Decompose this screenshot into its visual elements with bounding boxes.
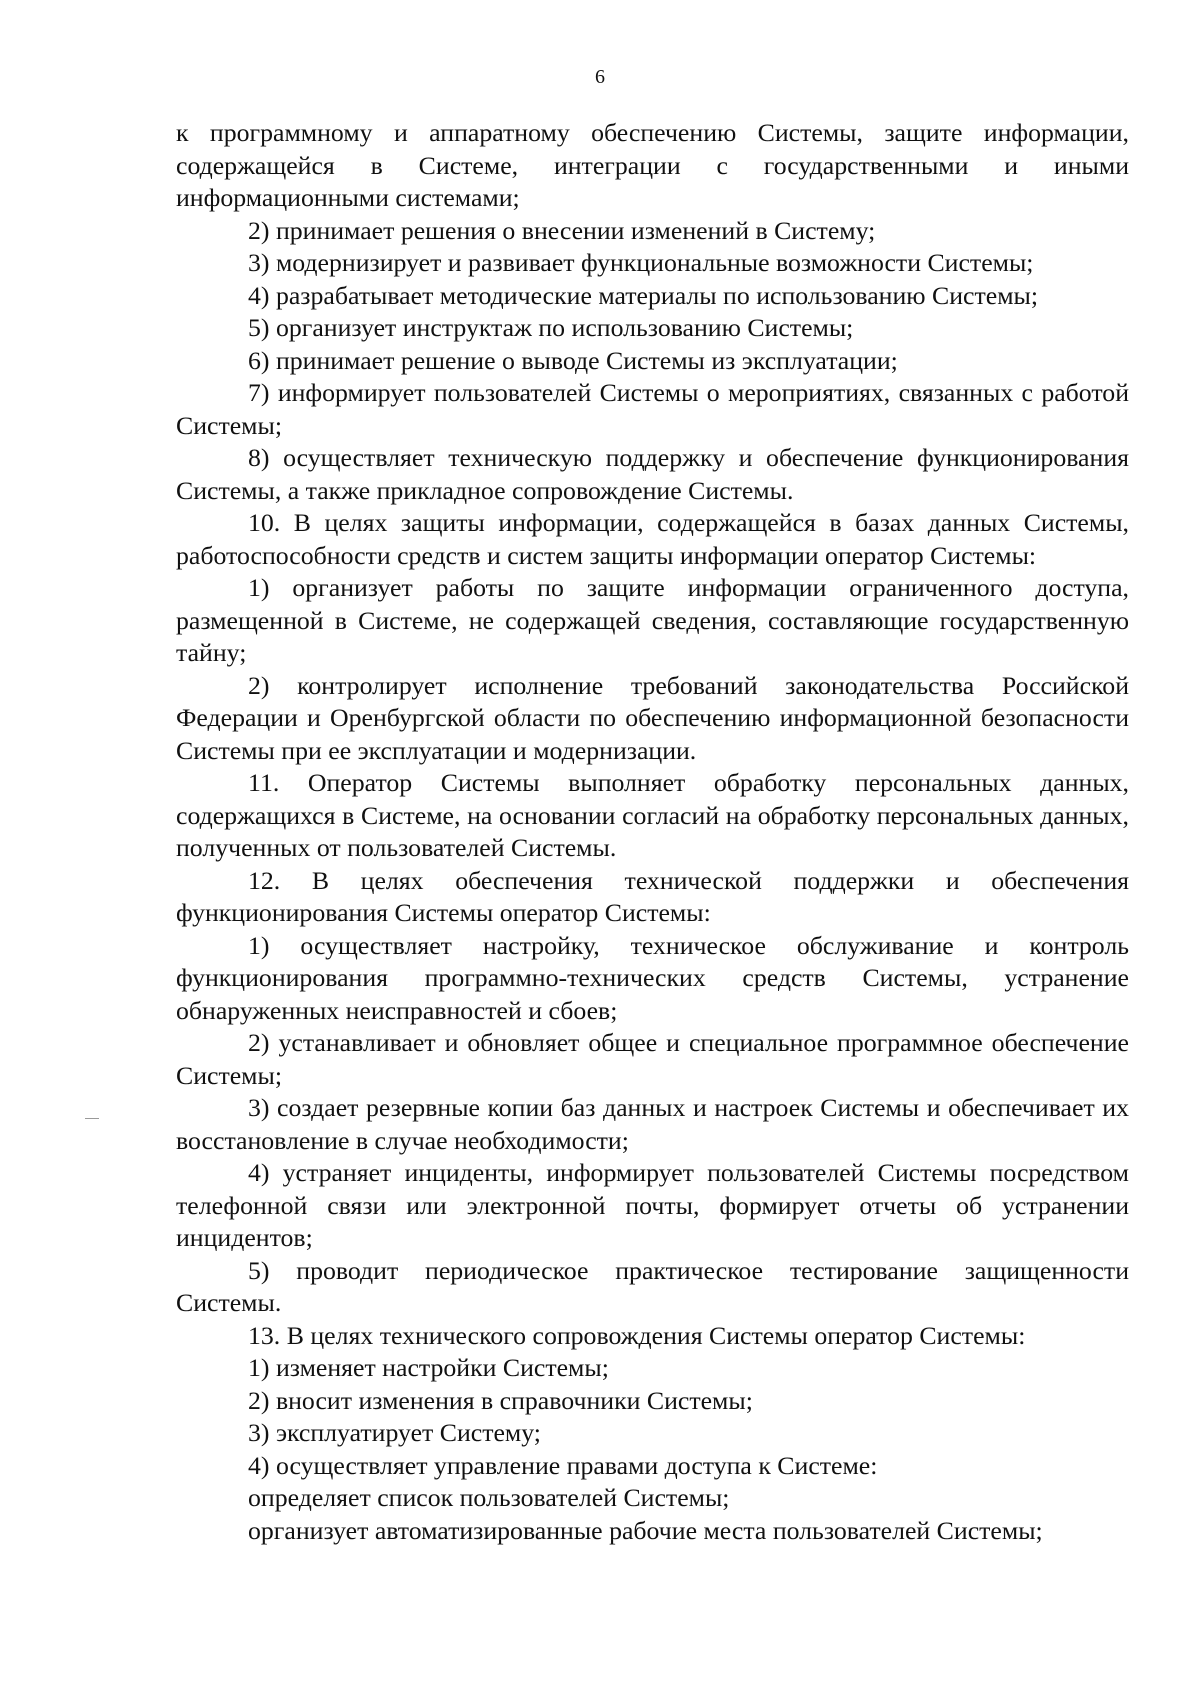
document-body <box>176 117 1129 1547</box>
list-item: 5) организует инструктаж по использованию Системы; <box>248 313 854 342</box>
list-item: 2) устанавливает и обновляет общее и специальное программное обеспечение Системы; <box>176 1028 1129 1090</box>
list-item: 5) проводит периодическое практическое тестирование защищенности Системы. <box>176 1255 1129 1317</box>
clause-paragraph: 10. В целях защиты информации, содержащейся в базах данных Системы, работоспособности средств и систем защиты информации оператор Системы: <box>176 508 1129 570</box>
list-item: организует автоматизированные рабочие места пользователей Системы; <box>248 1515 1043 1545</box>
list-item: 1) изменяет настройки Системы; <box>248 1353 609 1382</box>
list-item: определяет список пользователей Системы; <box>248 1483 730 1512</box>
list-item: 1) организует работы по защите информации ограниченного доступа, размещенной в Системе, не содержащей сведения, составляющие государственную тайну; <box>176 573 1129 667</box>
list-item: 3) создает резервные копии баз данных и настроек Системы и обеспечивает их восстановление в случае необходимости; <box>176 1093 1129 1155</box>
page-number: 6 <box>595 66 605 88</box>
list-item: 8) осуществляет техническую поддержку и обеспечение функционирования Системы, а также прикладное сопровождение Системы. <box>176 443 1129 505</box>
scan-artifact <box>85 1118 99 1119</box>
list-item: 7) информирует пользователей Системы о мероприятиях, связанных с работой Системы; <box>176 378 1129 440</box>
list-item: 3) модернизирует и развивает функциональные возможности Системы; <box>248 248 1034 277</box>
clause-paragraph: 11. Оператор Системы выполняет обработку персональных данных, содержащихся в Системе, на основании согласий на обработку персональных данных, полученных от пользователей Системы. <box>176 768 1129 862</box>
list-item: 1) осуществляет настройку, техническое обслуживание и контроль функционирования программно-технических средств Системы, устранение обнаруженных неисправностей и сбоев; <box>176 930 1129 1025</box>
list-item: 4) устраняет инциденты, информирует пользователей Системы посредством телефонной связи или электронной почты, формирует отчеты об устранении инцидентов; <box>176 1158 1129 1252</box>
list-item: 4) разрабатывает методические материалы по использованию Системы; <box>248 280 1039 310</box>
clause-paragraph: 12. В целях обеспечения технической поддержки и обеспечения функционирования Системы оператор Системы: <box>176 865 1129 927</box>
list-item: 6) принимает решение о выводе Системы из эксплуатации; <box>248 345 898 375</box>
list-item: 2) принимает решения о внесении изменений в Систему; <box>248 215 876 245</box>
list-item: 4) осуществляет управление правами доступа к Системе: <box>248 1450 878 1480</box>
clause-paragraph: 13. В целях технического сопровождения Системы оператор Системы: <box>248 1320 1026 1350</box>
list-item: 2) контролирует исполнение требований законодательства Российской Федерации и Оренбургской области по обеспечению информационной безопасности Системы при ее эксплуатации и модернизации. <box>176 670 1129 765</box>
paragraph: к программному и аппаратному обеспечению Системы, защите информации, содержащейся в Системе, интеграции с государственными и иными информационными системами; <box>176 118 1129 212</box>
list-item: 3) эксплуатирует Систему; <box>248 1418 541 1447</box>
list-item: 2) вносит изменения в справочники Системы; <box>248 1385 753 1415</box>
